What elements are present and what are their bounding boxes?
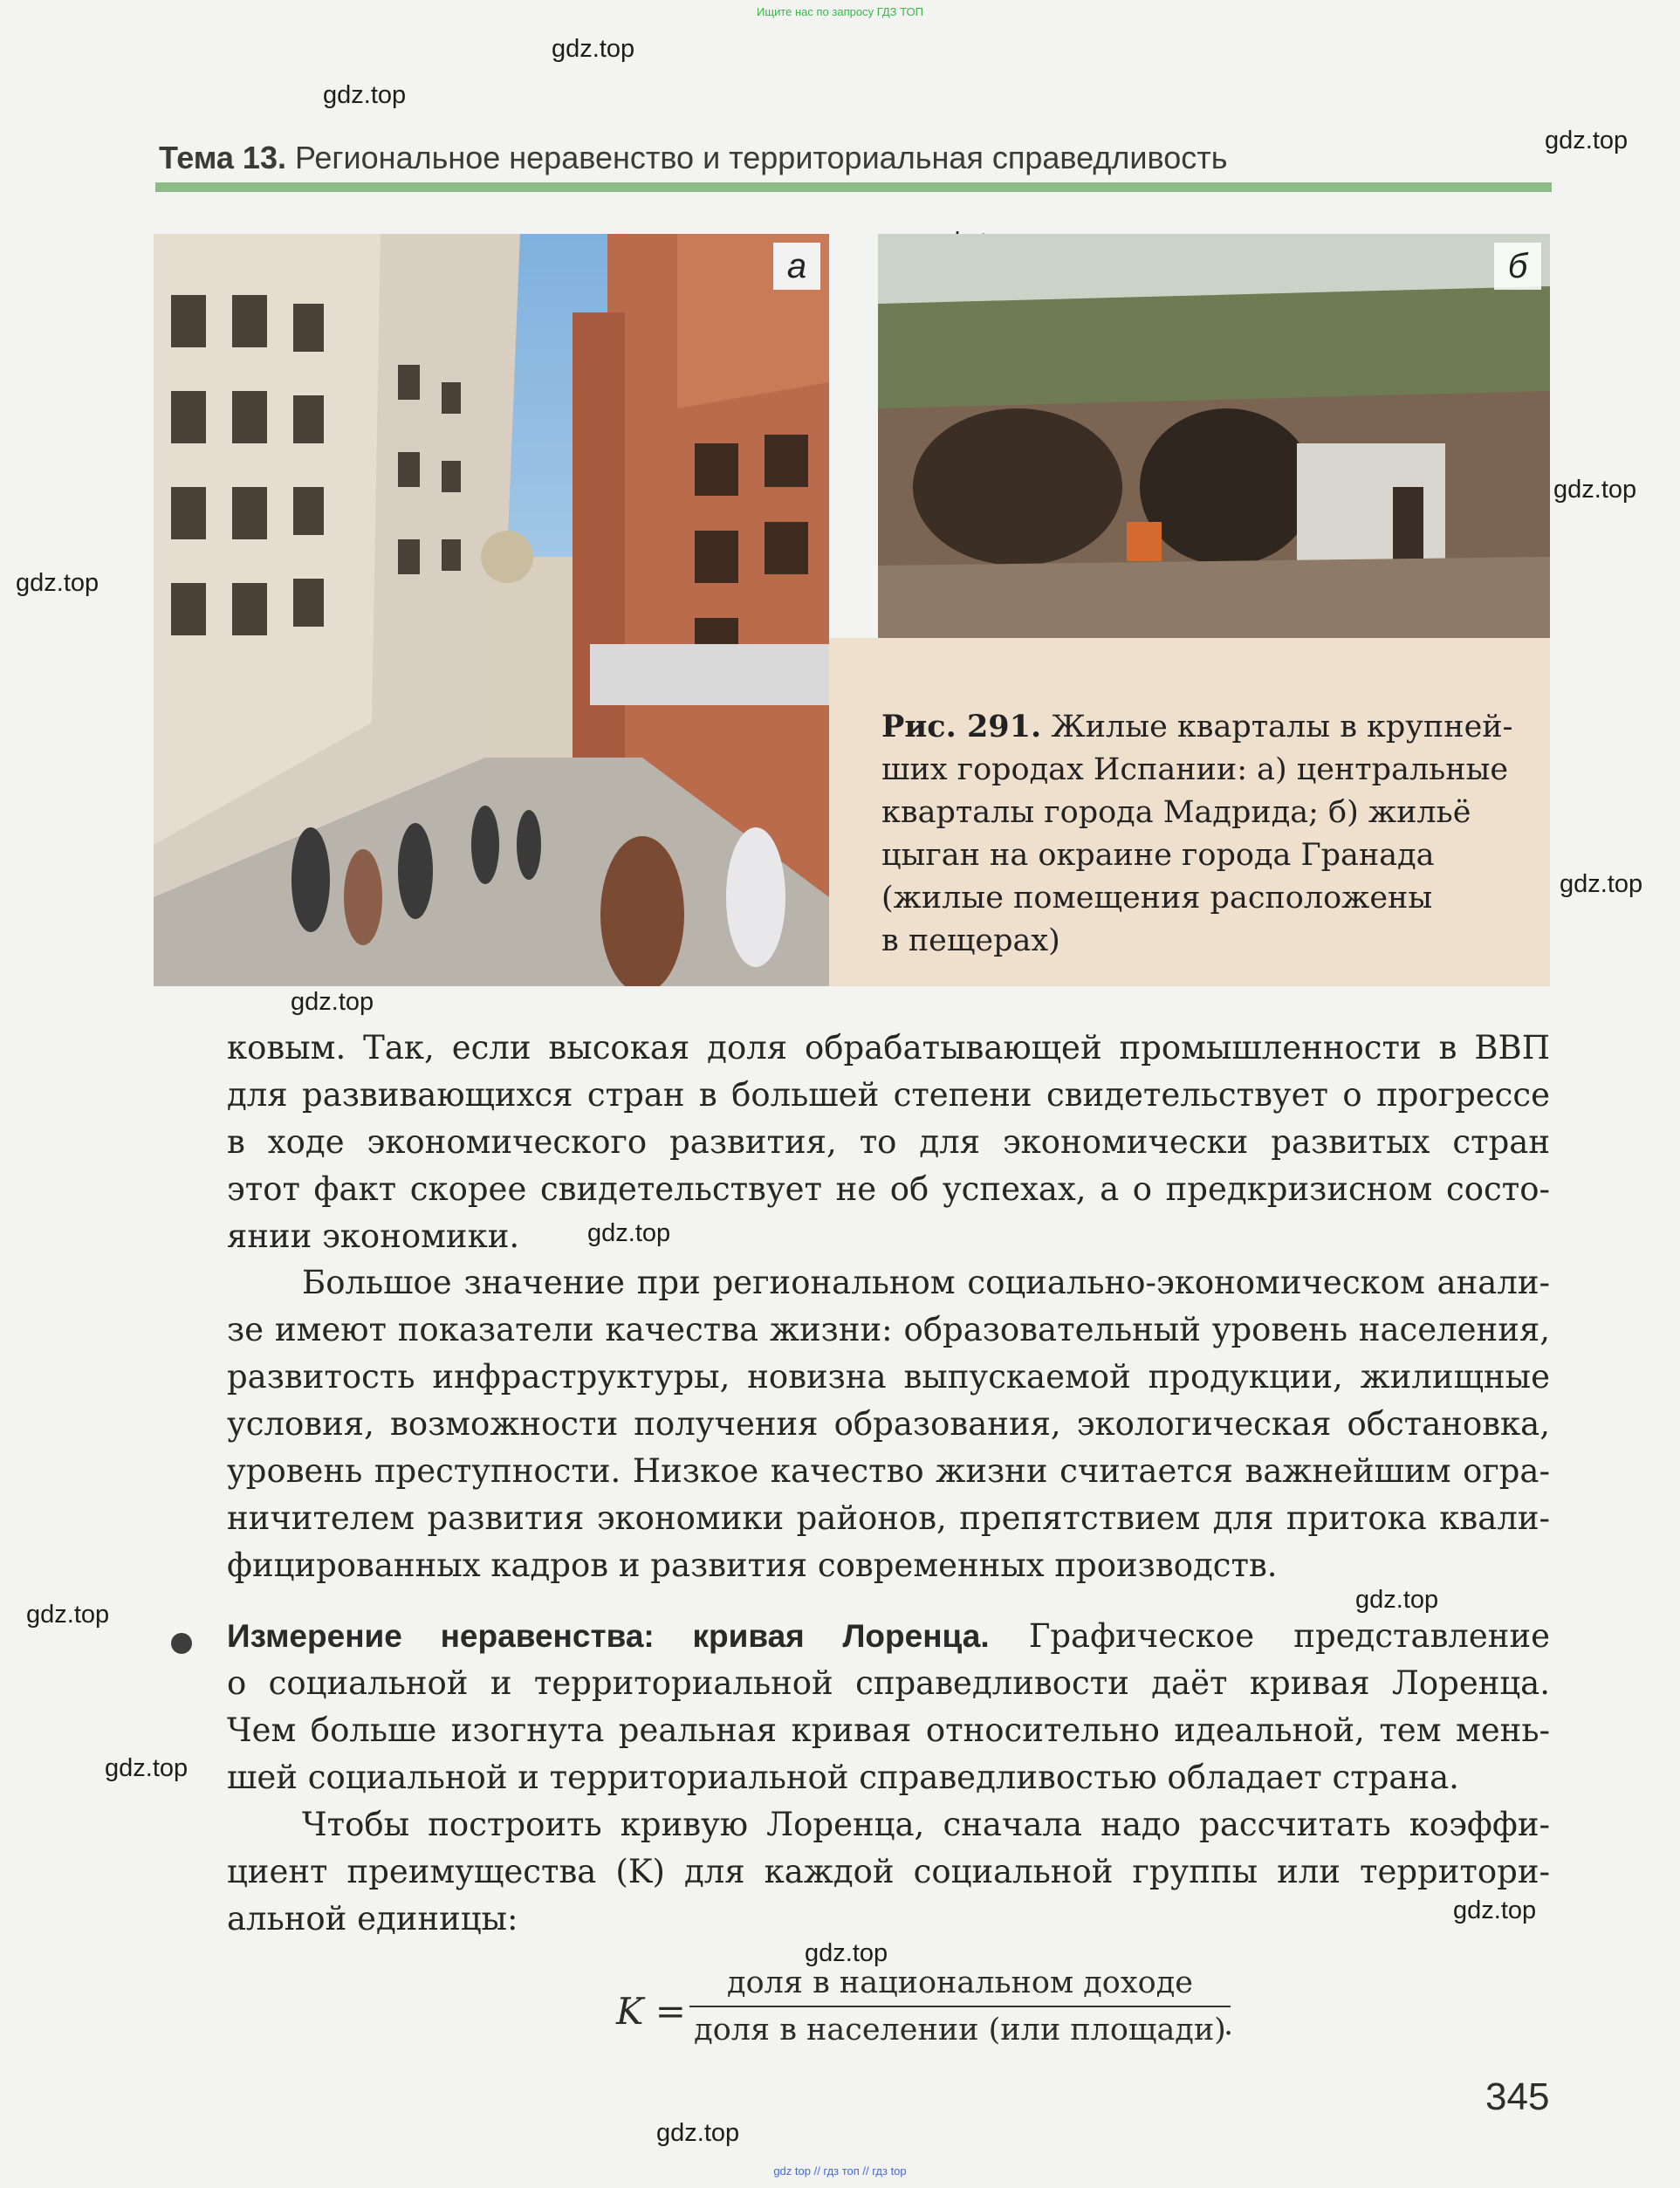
watermark: gdz.top [656, 2119, 740, 2147]
watermark: gdz.top [1545, 127, 1629, 154]
formula-lhs: K = [616, 1990, 686, 2033]
formula-numerator: доля в национальном доходе [727, 1965, 1193, 2000]
caption-line: Жилые кварталы в крупней- [1051, 710, 1513, 744]
watermark: gdz.top [1453, 1896, 1537, 1924]
text-line: циент преимущества (K) для каждой социальной группы или территори- [227, 1853, 1550, 1890]
watermark: gdz.top [1553, 476, 1637, 504]
watermark: gdz.top [291, 988, 374, 1016]
header-rule [155, 182, 1552, 192]
paragraph [227, 1259, 1550, 1589]
watermark: gdz.top [1355, 1586, 1439, 1614]
text-line: янии экономики. [227, 1217, 520, 1255]
watermark: gdz.top [105, 1754, 189, 1782]
text-line: о социальной и территориальной справедливости даёт кривая Лоренца. [227, 1664, 1550, 1702]
madrid-street-photo [154, 234, 829, 986]
topic-number: Тема 13. [159, 140, 286, 175]
formula-period: . [1224, 2007, 1234, 2042]
text-line: Чтобы построить кривую Лоренца, сначала надо рассчитать коэффи- [302, 1806, 1550, 1843]
text-line: Чем больше изогнута реальная кривая относительно идеальной, тем мень- [227, 1711, 1550, 1749]
page-number: 345 [1485, 2075, 1550, 2118]
top-banner: Ищите нас по запросу ГДЗ ТОП [757, 5, 923, 18]
text-line: для развивающихся стран в большей степени свидетельствует о прогрессе [227, 1076, 1550, 1114]
text-line: фицированных кадров и развития современных производств. [227, 1547, 1278, 1584]
caption-line: цыган на окраине города Гранада [881, 838, 1435, 873]
caption-line: кварталы города Мадрида; б) жильё [881, 795, 1471, 830]
text-line: зе имеют показатели качества жизни: образовательный уровень населения, [227, 1311, 1550, 1348]
text-line: развитость инфраструктуры, новизна выпускаемой продукции, жилищные [227, 1358, 1550, 1396]
text-line: этот факт скорее свидетельствует не об успехах, а о предкризисном состо- [227, 1170, 1550, 1208]
caption-line: в пещерах) [881, 923, 1060, 958]
figure-caption [881, 705, 1527, 963]
topic-title: Региональное неравенство и территориальная справедливость [294, 140, 1228, 175]
caption-line: (жилые помещения расположены [881, 881, 1433, 916]
text-line: альной единицы: [227, 1900, 518, 1938]
formula-fraction [689, 1965, 1234, 2047]
footer: gdz top // гдз топ // гдз top [773, 2164, 907, 2178]
text-line: условия, возможности получения образования, экологическая обстановка, [227, 1405, 1550, 1443]
text-line: ничителем развития экономики районов, препятствием для притока квали- [227, 1499, 1550, 1537]
text-line: уровень преступности. Низкое качество жизни считается важнейшим огра- [227, 1452, 1550, 1490]
figure-label-a: а [773, 243, 820, 290]
watermark: gdz.top [16, 569, 99, 597]
section-lorenz [227, 1613, 1550, 1801]
section-heading: Измерение неравенства: кривая Лоренца. [227, 1618, 990, 1654]
caption-line: ших городах Испании: а) центральные [881, 752, 1509, 787]
watermark: gdz.top [1560, 870, 1643, 898]
fraction-bar [689, 2006, 1231, 2007]
page-header [159, 140, 1227, 176]
bullet-point [171, 1633, 192, 1654]
formula-denominator: доля в населении (или площади) [694, 2013, 1226, 2047]
watermark: gdz.top [805, 1939, 888, 1967]
watermark: gdz.top [552, 35, 635, 63]
text-line: ковым. Так, если высокая доля обрабатывающей промышленности в ВВП [227, 1029, 1550, 1067]
text-line: в ходе экономического развития, то для экономически развитых стран [227, 1123, 1550, 1161]
watermark: gdz.top [587, 1219, 671, 1247]
text-line: Большое значение при региональном социально-экономическом анали- [302, 1264, 1550, 1301]
text-line: Графическое представление [1028, 1617, 1551, 1655]
watermark: gdz.top [323, 81, 407, 109]
paragraph [227, 1025, 1550, 1260]
granada-caves-photo [878, 234, 1550, 638]
watermark: gdz.top [26, 1601, 110, 1629]
figure-label-b: б [1494, 243, 1541, 290]
caption-label: Рис. 291. [881, 709, 1042, 744]
paragraph [227, 1801, 1550, 1943]
text-line: шей социальной и территориальной справедливостью обладает страна. [227, 1759, 1459, 1796]
